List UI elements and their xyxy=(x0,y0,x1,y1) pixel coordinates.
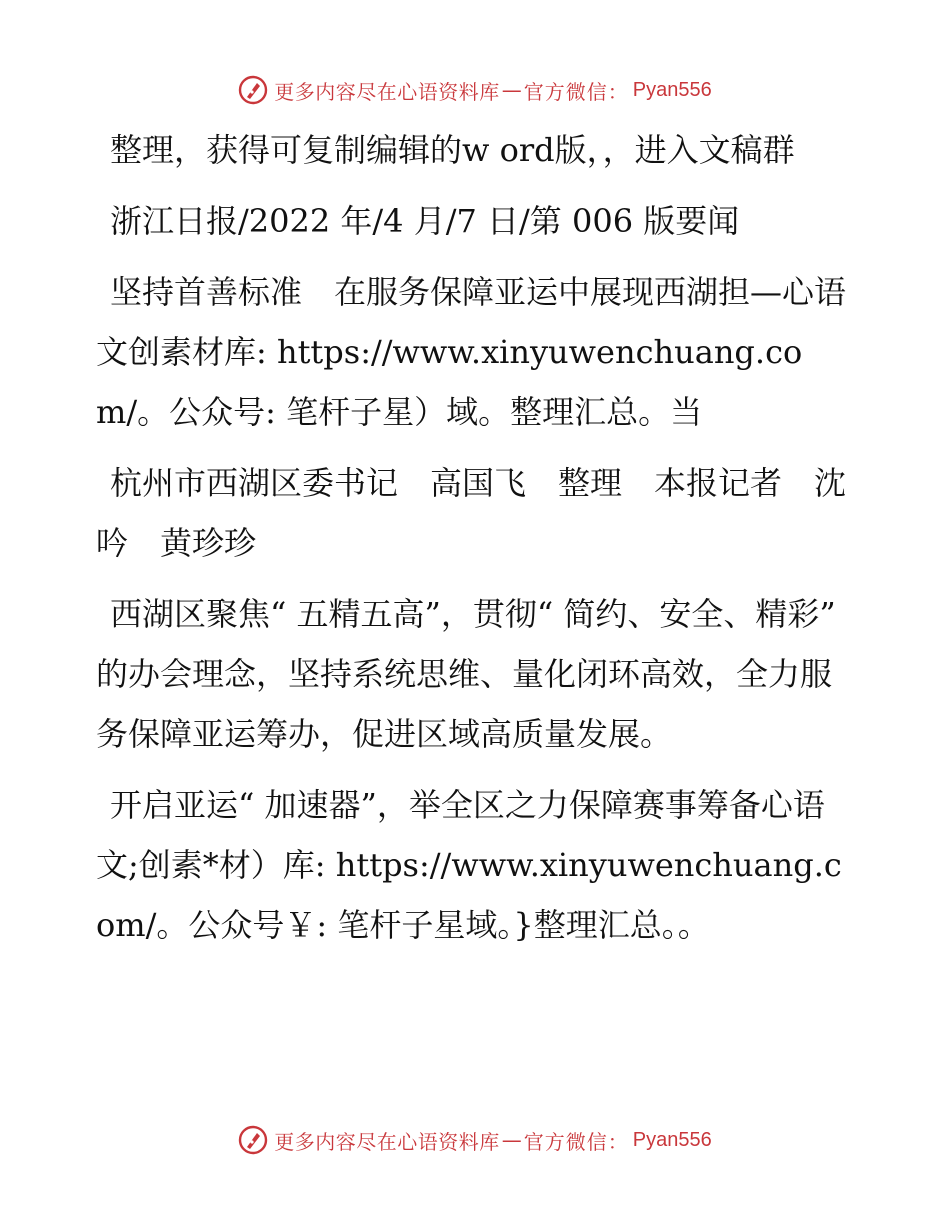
paragraph-section: 开启亚运“ 加速器”，举全区之力保障赛事筹备心语文;创素*材）库: https://www.xinyuwenchuang.com/。公众号￥: 笔杆子星域。}整理汇总。。 xyxy=(96,786,842,944)
banner-separator: — xyxy=(501,78,522,102)
header-watermark-banner xyxy=(0,70,950,110)
paragraph-summary: 西湖区聚焦“ 五精五高”，贯彻“ 简约、安全、精彩” 的办会理念，坚持系统思维、量化闭环高效，全力服务保障亚运筹办，促进区域高质量发展。 xyxy=(96,595,846,753)
pen-nib-logo-icon xyxy=(238,75,268,105)
paragraph-source: 浙江日报/2022 年/4 月/7 日/第 006 版要闻 xyxy=(110,202,740,240)
pen-nib-logo-icon xyxy=(238,1125,268,1155)
banner-brand-text: 更多内容尽在心语资料库 xyxy=(274,79,500,104)
banner-official-label: 官方微信： xyxy=(523,79,629,104)
paragraph-headline: 坚持首善标准 在服务保障亚运中展现西湖担—心语文创素材库: https://www.xinyuwenchuang.com/。公众号: 笔杆子星）域。整理汇总。当 xyxy=(96,273,847,431)
banner-wechat-id: Pyan556 xyxy=(632,78,712,101)
footer-watermark-banner xyxy=(0,1120,950,1160)
paragraph-byline: 杭州市西湖区委书记 高国飞 整理 本报记者 沈吟 黄珍珍 xyxy=(96,464,847,562)
banner-brand-text: 更多内容尽在心语资料库 xyxy=(274,1129,500,1154)
banner-wechat-id: Pyan556 xyxy=(632,1128,712,1151)
document-body xyxy=(96,120,856,966)
banner-official-label: 官方微信： xyxy=(523,1129,629,1154)
banner-separator: — xyxy=(501,1128,522,1152)
paragraph-intro: 整理，获得可复制编辑的w ord版，，进入文稿群 xyxy=(110,131,795,169)
